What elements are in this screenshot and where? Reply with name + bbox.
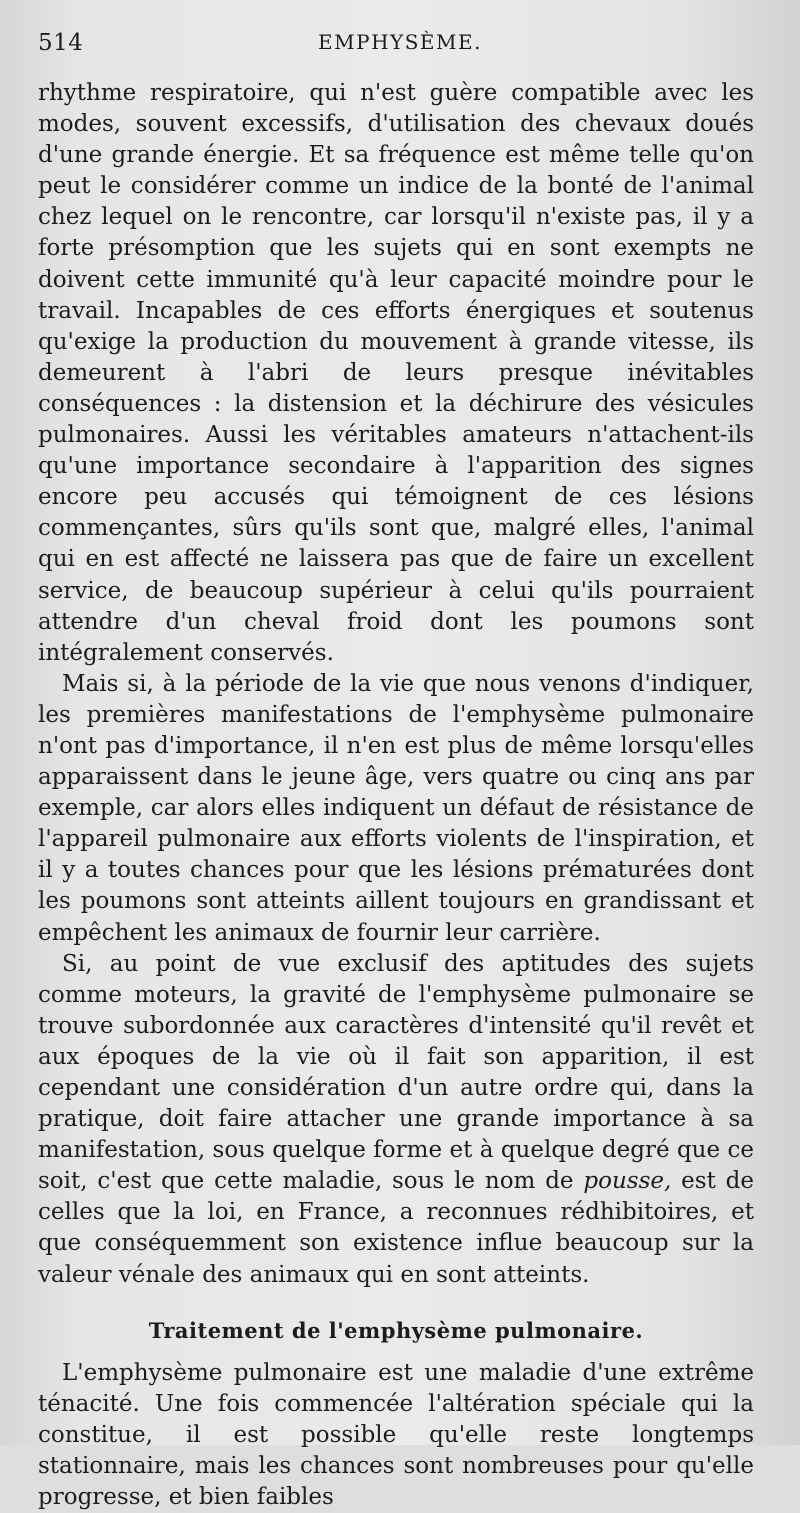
paragraph: [38, 949, 754, 1291]
section-heading: Traitement de l'emphysème pulmonaire.: [148, 1317, 644, 1343]
italic-term: pousse,: [583, 1168, 672, 1195]
paragraph-text: Si, au point de vue exclusif des aptitudes des sujets comme moteurs, la gravité de l'emphysème pulmonaire se trouve subordonnée aux caractères d'intensité qu'il revêt et aux époques de la vie où il fait son apparition, il est cependant une considération d'un autre ordre qui, dans la pratique, doit faire attacher une grande importance à sa manifestation, sous quelque forme et à quelque degré que ce soit, c'est que cette maladie, sous le nom de: [38, 950, 754, 1195]
paragraph: Mais si, à la période de la vie que nous venons d'indiquer, les premières manifestations de l'emphysème pulmonaire n'ont pas d'importance, il n'en est plus de même lorsqu'elles apparaissent dans le jeune âge, vers quatre ou cinq ans par exemple, car alors elles indiquent un défaut de résistance de l'appareil pulmonaire aux efforts violents de l'inspiration, et il y a toutes chances pour que les lésions prématurées dont les poumons sont atteints aillent toujours en grandissant et empêchent les animaux de fournir leur carrière.: [38, 670, 754, 946]
running-head: EMPHYSÈME.: [318, 30, 482, 54]
body-text: [38, 78, 754, 1513]
paragraph-text: est de celles que la loi, en France, a reconnues rédhibitoires, et que conséquemment son existence influe beaucoup sur la valeur vénale des animaux qui en sont atteints.: [38, 1168, 754, 1288]
page-header: [38, 30, 762, 64]
page-number: 514: [38, 30, 84, 56]
paragraph: L'emphysème pulmonaire est une maladie d'une extrême ténacité. Une fois commencée l'altération spéciale qui la constitue, il est possible qu'elle reste longtemps stationnaire, mais les chances sont nombreuses pour qu'elle progresse, et bien faibles: [38, 1359, 754, 1511]
paragraph-continued: rhythme respiratoire, qui n'est guère compatible avec les modes, souvent excessifs, d'utilisation des chevaux doués d'une grande énergie. Et sa fréquence est même telle qu'on peut le considérer comme un indice de la bonté de l'animal chez lequel on le rencontre, car lorsqu'il n'existe pas, il y a forte présomption que les sujets qui en sont exempts ne doivent cette immunité qu'à leur capacité moindre pour le travail. Incapables de ces efforts énergiques et soutenus qu'exige la production du mouvement à grande vitesse, ils demeurent à l'abri de leurs presque inévitables conséquences : la distension et la déchirure des vésicules pulmonaires. Aussi les véritables amateurs n'attachent-ils qu'une importance secondaire à l'apparition des signes encore peu accusés qui témoignent de ces lésions commençantes, sûrs qu'ils sont que, malgré elles, l'animal qui en est affecté ne laissera pas que de faire un excellent service, de beaucoup supérieur à celui qu'ils pourraient attendre d'un cheval froid dont les poumons sont intégralement conservés.: [38, 80, 754, 666]
